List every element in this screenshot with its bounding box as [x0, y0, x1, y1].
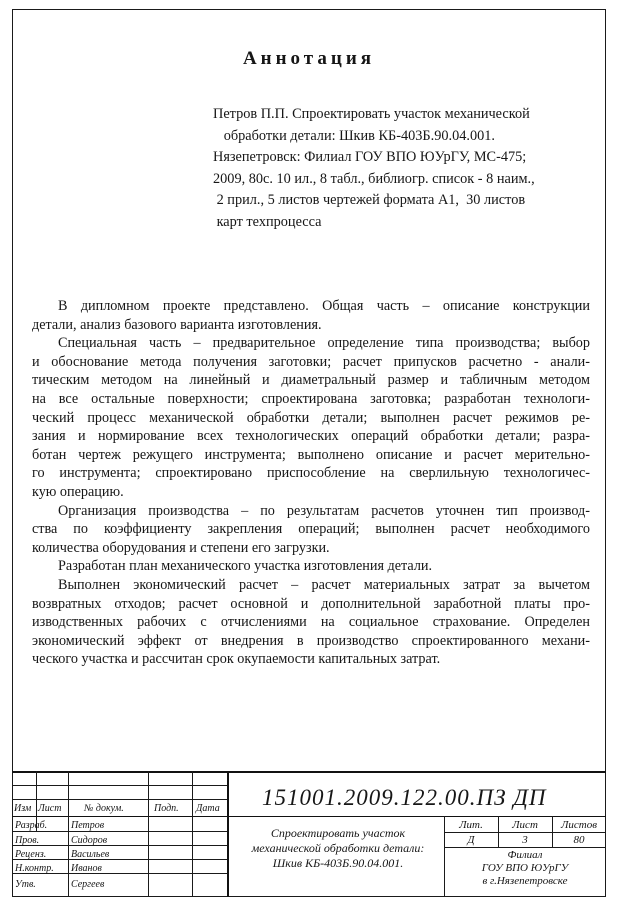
- role-name: Васильев: [71, 849, 110, 860]
- body-line: детали, анализ базового варианта изготовления.: [32, 316, 322, 333]
- sheets-value: 80: [573, 834, 585, 846]
- body-line: ботан чертеж режущего инструмента; выполнено описание и расчет мерительно-: [32, 446, 590, 463]
- role-name: Сидоров: [71, 835, 108, 846]
- body-line: ческий процесс механической обработки детали; выполнен расчет режимов ре-: [32, 409, 590, 426]
- role-name: Петров: [71, 820, 105, 831]
- body-line: количества оборудования и степени его загрузки.: [32, 539, 330, 556]
- body-line: В дипломном проекте представлено. Общая часть – описание конструкции: [58, 298, 590, 314]
- role-label: Утв.: [15, 879, 36, 890]
- body-line: на все остальные поверхности; спроектирована заготовка; разработан технологи-: [32, 390, 590, 407]
- lit-label: Лит.: [459, 819, 483, 831]
- organization: [444, 849, 606, 888]
- org-line: Филиал: [507, 849, 543, 861]
- page-title: Аннотация: [242, 48, 376, 69]
- body-line: тическим методом на линейный и диаметральный размер и табличным методом: [32, 372, 590, 389]
- annotation-body: [32, 297, 590, 669]
- biblio-line: карт техпроцесса: [213, 213, 322, 230]
- stamp-header-doc-no: № докум.: [84, 803, 124, 814]
- body-line: кую операцию.: [32, 483, 124, 500]
- role-label: Пров.: [15, 835, 40, 846]
- biblio-line: 2 прил., 5 листов чертежей формата А1, 30 листов: [213, 192, 526, 208]
- lit-value: Д: [467, 834, 475, 846]
- document-code: 151001.2009.122.00.ПЗ ДП: [262, 785, 547, 810]
- stamp-header-date: Дата: [196, 803, 220, 814]
- stamp-header-izm: Изм: [14, 803, 32, 814]
- body-line: возвратных отходов; расчет основной и дополнительной заработной платы про-: [32, 595, 590, 612]
- stamp-header-sign: Подп.: [154, 803, 179, 814]
- role-label: Разраб.: [15, 820, 48, 831]
- document-title: Спроектировать участок механической обработки детали: Шкив КБ-403Б.90.04.001.: [251, 826, 425, 870]
- body-line: зания и нормирование всех технологических операций обработки детали; разра-: [32, 428, 590, 445]
- body-line: Организация производства – по результатам расчетов уточнен тип производ-: [58, 502, 590, 519]
- body-line: экономический эффект от внедрения в производство спроектированного механи-: [32, 632, 590, 649]
- sheet-label: Лист: [512, 819, 538, 831]
- role-name: Сергеев: [71, 879, 105, 890]
- bibliographic-description: [213, 104, 603, 233]
- org-line: в г.Нязепетровске: [482, 875, 568, 887]
- role-name: Иванов: [71, 863, 102, 874]
- biblio-line: Нязепетровск: Филиал ГОУ ВПО ЮУрГУ, МС-475;: [213, 149, 527, 165]
- body-line: и обоснование метода получения заготовки; расчет припусков расчетно - анали-: [32, 353, 590, 370]
- stamp-header-list: Лист: [38, 803, 62, 814]
- biblio-line: обработки детали: Шкив КБ-403Б.90.04.001.: [213, 127, 495, 144]
- biblio-line: Петров П.П. Спроектировать участок механической: [213, 106, 530, 122]
- body-line: ческого участка и рассчитан срок окупаемости капитальных затрат.: [32, 651, 441, 668]
- role-label: Реценз.: [15, 849, 47, 860]
- body-line: ства по коэффициенту закрепления операций; выполнен расчет необходимого: [32, 521, 590, 538]
- body-line: го инструмента; спроектировано приспособление на сверлильную технологичес-: [32, 465, 590, 482]
- body-line: Выполнен экономический расчет – расчет материальных затрат за вычетом: [58, 576, 590, 593]
- sheet-value: 3: [522, 834, 528, 846]
- role-label: Н.контр.: [15, 863, 54, 874]
- body-line: Специальная часть – предварительное определение типа производства; выбор: [58, 335, 590, 352]
- org-line: ГОУ ВПО ЮУрГУ: [481, 862, 569, 874]
- biblio-line: 2009, 80с. 10 ил., 8 табл., библиогр. список - 8 наим.,: [213, 170, 535, 187]
- body-line: изводственных рабочих с отчислениями на социальное страхование. Определен: [32, 614, 590, 631]
- body-line: Разработан план механического участка изготовления детали.: [58, 558, 433, 575]
- sheets-label: Листов: [560, 819, 598, 831]
